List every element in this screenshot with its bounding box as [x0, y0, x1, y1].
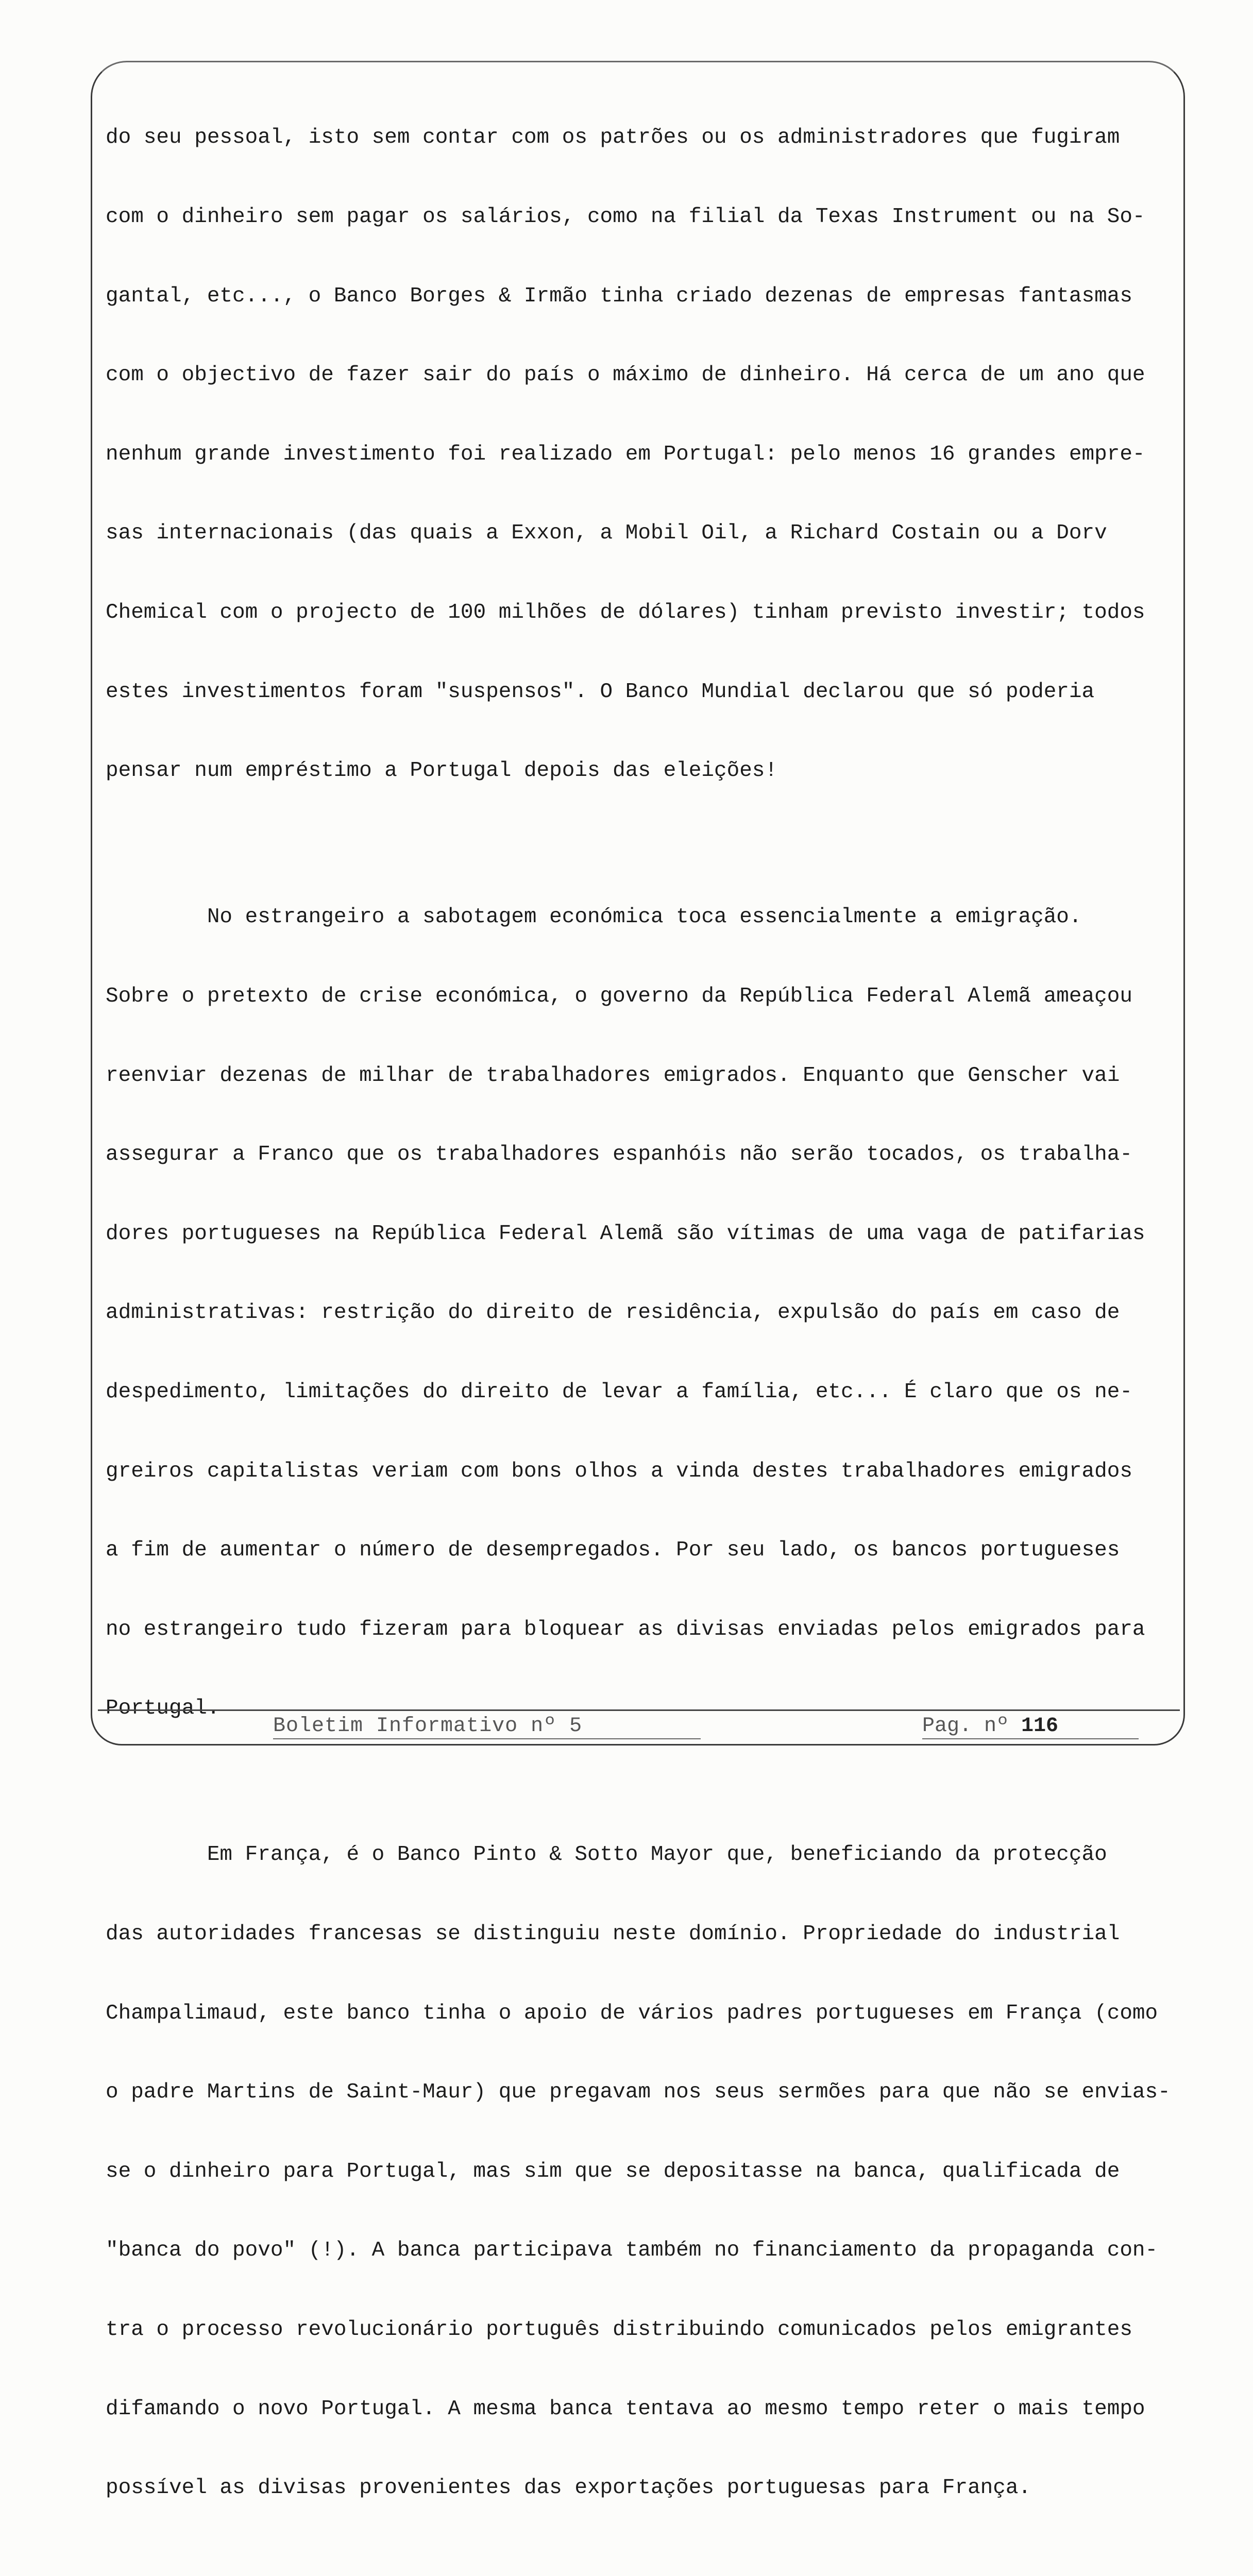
text-line: com o dinheiro sem pagar os salários, como na filial da Texas Instrument ou na So- [106, 205, 1145, 229]
page-footer [98, 1709, 1185, 1740]
page-label: Pag. nº [922, 1715, 1009, 1738]
text-line: tra o processo revolucionário português distribuindo comunicados pelos emigrantes [106, 2318, 1132, 2342]
text-line: sas internacionais (das quais a Exxon, a Mobil Oil, a Richard Costain ou a Dorv [106, 521, 1107, 546]
text-line: greiros capitalistas veriam com bons olhos a vinda destes trabalhadores emigrados [106, 1459, 1132, 1483]
page-underline [922, 1738, 1139, 1739]
text-line: das autoridades francesas se distinguiu neste domínio. Propriedade do industrial [106, 1922, 1120, 1946]
text-line: Portugal. [106, 1697, 220, 1721]
paragraph-4 [106, 2554, 1188, 2576]
bulletin-underline [273, 1738, 701, 1739]
text-line: do seu pessoal, isto sem contar com os patrões ou os administradores que fugiram [106, 126, 1120, 150]
text-line: reenviar dezenas de milhar de trabalhadores emigrados. Enquanto que Genscher vai [106, 1063, 1120, 1088]
text-line: Chemical com o projecto de 100 milhões de dólares) tinham previsto investir; todos [106, 601, 1145, 625]
document-body [106, 72, 1188, 2576]
text-line: "banca do povo" (!). A banca participava também no financiamento da propaganda con- [106, 2239, 1158, 2263]
footer-divider [98, 1709, 1180, 1711]
text-line: o padre Martins de Saint-Maur) que pregavam nos seus sermões para que não se envias- [106, 2080, 1171, 2105]
text-line: estes investimentos foram "suspensos". O Banco Mundial declarou que só poderia [106, 680, 1095, 704]
text-line: no estrangeiro tudo fizeram para bloquear as divisas enviadas pelos emigrados para [106, 1617, 1145, 1641]
text-line: Champalimaud, este banco tinha o apoio de vários padres portugueses em França (como [106, 2001, 1158, 2025]
text-line: se o dinheiro para Portugal, mas sim que se depositasse na banca, qualificada de [106, 2159, 1120, 2183]
text-line: com o objectivo de fazer sair do país o máximo de dinheiro. Há cerca de um ano que [106, 363, 1145, 387]
paragraph-3 [106, 1789, 1188, 2554]
text-line: Sobre o pretexto de crise económica, o governo da República Federal Alemã ameaçou [106, 984, 1132, 1008]
text-line: nenhum grande investimento foi realizado em Portugal: pelo menos 16 grandes empre- [106, 442, 1145, 466]
text-line: pensar num empréstimo a Portugal depois das eleições! [106, 759, 778, 783]
page-number: 116 [1021, 1715, 1059, 1738]
paragraph-2 [106, 852, 1188, 1775]
page-reference [922, 1715, 1058, 1738]
text-line: a fim de aumentar o número de desempregados. Por seu lado, os bancos portugueses [106, 1538, 1120, 1563]
bulletin-title: Boletim Informativo nº 5 [273, 1715, 583, 1738]
text-line: despedimento, limitações do direito de levar a família, etc... É claro que os ne- [106, 1380, 1132, 1404]
text-line: dores portugueses na República Federal Alemã são vítimas de uma vaga de patifarias [106, 1222, 1145, 1246]
paragraph-1 [106, 72, 1188, 837]
text-line: Em França, é o Banco Pinto & Sotto Mayor que, beneficiando da protecção [106, 1843, 1107, 1867]
text-line: possível as divisas provenientes das exportações portuguesas para França. [106, 2476, 1031, 2500]
text-line: gantal, etc..., o Banco Borges & Irmão tinha criado dezenas de empresas fantasmas [106, 284, 1132, 308]
text-line: No estrangeiro a sabotagem económica toca essencialmente a emigração. [106, 905, 1082, 929]
text-line: difamando o novo Portugal. A mesma banca tentava ao mesmo tempo reter o mais tempo [106, 2397, 1145, 2421]
text-line: assegurar a Franco que os trabalhadores espanhóis não serão tocados, os trabalha- [106, 1143, 1132, 1167]
text-line: administrativas: restrição do direito de residência, expulsão do país em caso de [106, 1301, 1120, 1325]
